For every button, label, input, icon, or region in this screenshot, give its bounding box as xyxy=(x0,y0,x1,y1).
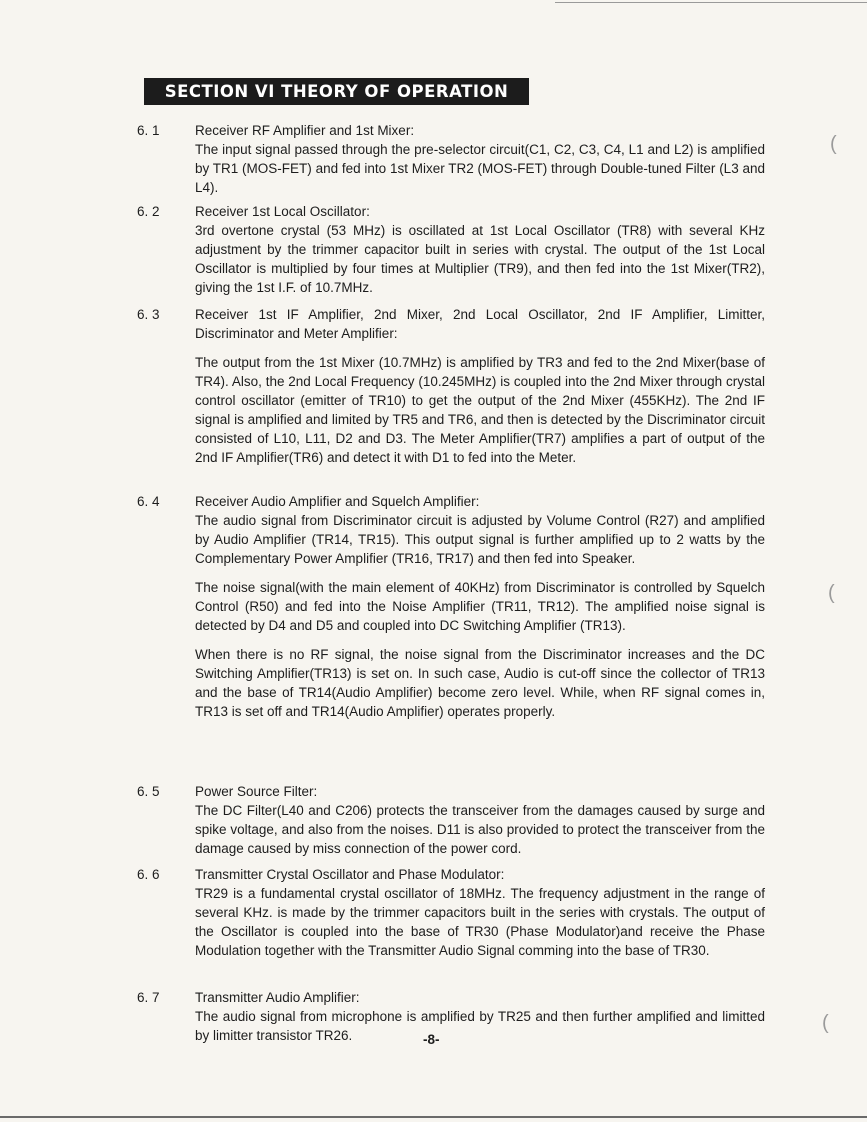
section-paragraph: The audio signal from microphone is amplified by TR25 and then further amplified and limitted by limitter transistor TR26. xyxy=(195,1009,765,1043)
section-heading: Receiver 1st Local Oscillator: xyxy=(195,204,370,219)
bottom-rule xyxy=(0,1116,867,1118)
section-number: 6. 4 xyxy=(137,494,160,509)
section-paragraph: The input signal passed through the pre-selector circuit(C1, C2, C3, C4, L1 and L2) is amplified by TR1 (MOS-FET) and fed into 1st Mixer TR2 (MOS-FET) through Double-tuned Filter (L3 and L4). xyxy=(195,142,765,195)
section-6-1 xyxy=(137,121,777,197)
section-6-6 xyxy=(137,865,777,960)
binder-hole-mark: ( xyxy=(822,1012,829,1034)
section-paragraph: When there is no RF signal, the noise signal from the Discriminator increases and the DC Switching Amplifier(TR13) is set on. In such case, Audio is cut-off since the collector of TR13 and the base of TR14(Audio Amplifier) become zero level. While, when RF signal comes in, TR13 is set off and TR14(Audio Amplifier) operates properly. xyxy=(195,647,765,719)
binder-hole-mark: ( xyxy=(830,133,837,155)
section-paragraph: 3rd overtone crystal (53 MHz) is oscillated at 1st Local Oscillator (TR8) with several KHz adjustment by the trimmer capacitor built in series with crystal. The output of the 1st Local Oscillator is multiplied by four times at Multiplier (TR9), and then fed into the 1st Mixer(TR2), giving the 1st I.F. of 10.7MHz. xyxy=(195,223,765,295)
section-paragraph: The output from the 1st Mixer (10.7MHz) is amplified by TR3 and fed to the 2nd Mixer(base of TR4). Also, the 2nd Local Frequency (10.245MHz) is coupled into the 2nd Mixer through crystal control oscillator (emitter of TR10) to get the output of the 2nd Mixer (455KHz). The 2nd IF signal is amplified and limited by TR5 and TR6, and then is detected by the Discriminator circuit consisted of L10, L11, D2 and D3. The Meter Amplifier(TR7) amplifies a part of output of the 2nd IF Amplifier(TR6) and detect it with D1 to fed into the Meter. xyxy=(195,355,765,465)
section-heading: Power Source Filter: xyxy=(195,784,318,799)
section-heading: Transmitter Crystal Oscillator and Phase Modulator: xyxy=(195,867,505,882)
section-number: 6. 3 xyxy=(137,307,160,322)
section-heading: Receiver RF Amplifier and 1st Mixer: xyxy=(195,123,415,138)
section-6-5 xyxy=(137,782,777,858)
section-6-3 xyxy=(137,305,777,467)
section-number: 6. 1 xyxy=(137,123,160,138)
section-number: 6. 5 xyxy=(137,784,160,799)
section-6-7 xyxy=(137,988,777,1045)
section-paragraph: The noise signal(with the main element of 40KHz) from Discriminator is controlled by Squelch Control (R50) and fed into the Noise Amplifier (TR11, TR12). The amplified noise signal is detected by D4 and D5 and coupled into DC Switching Amplifier (TR13). xyxy=(195,580,765,633)
section-heading: Receiver 1st IF Amplifier, 2nd Mixer, 2nd Local Oscillator, 2nd IF Amplifier, Limitter, Discriminator and Meter Amplifier: xyxy=(195,307,765,341)
section-title: SECTION VI THEORY OF OPERATION xyxy=(144,78,529,105)
section-number: 6. 6 xyxy=(137,867,160,882)
section-6-2 xyxy=(137,202,777,297)
binder-hole-mark: ( xyxy=(828,582,835,604)
section-number: 6. 2 xyxy=(137,204,160,219)
section-number: 6. 7 xyxy=(137,990,160,1005)
top-rule xyxy=(555,2,867,3)
section-6-4 xyxy=(137,492,777,721)
section-heading: Transmitter Audio Amplifier: xyxy=(195,990,360,1005)
section-heading: Receiver Audio Amplifier and Squelch Amplifier: xyxy=(195,494,480,509)
page-number: -8- xyxy=(423,1032,440,1047)
section-paragraph: The DC Filter(L40 and C206) protects the transceiver from the damages caused by surge and spike voltage, and also from the noises. D11 is also provided to protect the transceiver from the damage caused by miss connection of the power cord. xyxy=(195,803,765,856)
section-paragraph: TR29 is a fundamental crystal oscillator of 18MHz. The frequency adjustment in the range of several KHz. is made by the trimmer capacitors built in the series with crystals. The output of the Oscillator is coupled into the base of TR30 (Phase Modulator)and receive the Phase Modulation together with the Transmitter Audio Signal comming into the base of TR30. xyxy=(195,886,765,958)
section-paragraph: The audio signal from Discriminator circuit is adjusted by Volume Control (R27) and amplified by Audio Amplifier (TR14, TR15). This output signal is further amplified up to 2 watts by the Complementary Power Amplifier (TR16, TR17) and then fed into Speaker. xyxy=(195,513,765,566)
